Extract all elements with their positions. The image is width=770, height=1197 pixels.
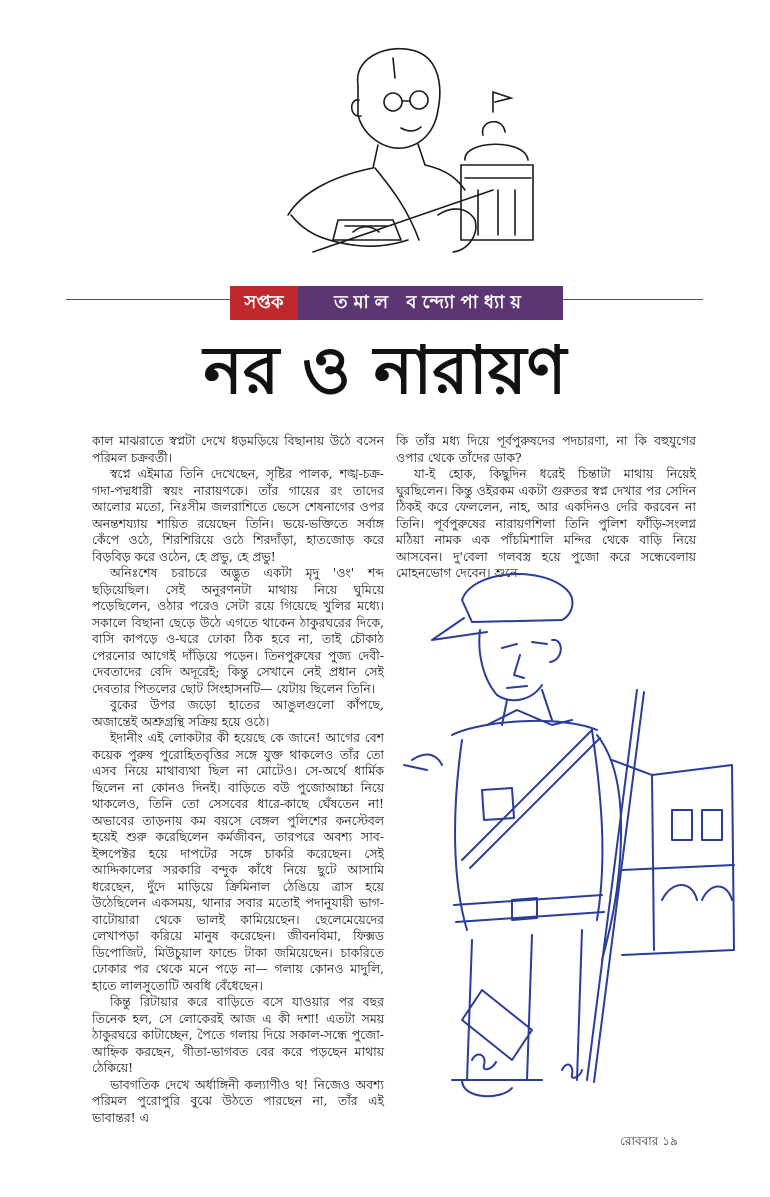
paragraph: ভাবগতিক দেখে অর্ধাঙ্গিনী কল্যাণীও থ! নিজেও অবশ্য পরিমল পুরোপুরি বুঝে উঠতে পারছেন না, তাঁর এই ভাবান্তর! এ (92, 1076, 384, 1125)
byline-banner (230, 286, 563, 320)
priest-temple-illustration (243, 40, 555, 278)
paragraph: যা-ই হোক, কিছুদিন ধরেই চিন্তাটা মাথায় নিয়েই ঘুরছিলেন। কিন্তু ওইরকম একটা গুরুতর স্বপ্ন দেখার পর সেদিন ঠিকই করে ফেললেন, নাহ, আর একদিনও দেরি করবেন না তিনি। পূর্বপুরুষের নারায়ণশিলা তিনি পুলিশ ফাঁড়ি-সংলগ্ন মঠিয়া নামক এক পাঁচমিশালি মন্দির থেকে বাড়ি নিয়ে আসবেন। দু'বেলা গলবস্ত্র হয়ে পুজো করে সন্ধেবেলায় মোহনভোগ দেবেন। শুনে (396, 466, 696, 580)
paragraph: অনিঃশেষ চরাচরে অদ্ভুত একটা মৃদু 'ওং' শব্দ ছড়িয়েছিল। সেই অনুরণনটা মাথায় নিয়ে ঘুমিয়ে পড়েছিলেন, ওঠার পরেও সেটা রয়ে গিয়েছে খুলির মধ্যে। সকালে বিছানা ছেড়ে উঠে এগতে থাকেন ঠাকুরঘরের দিকে, বাসি কাপড়ে ও-ঘরে ঢোকা ঠিক হবে না, তাই চৌকাঠ পেরনোর আগেই দাঁড়িয়ে পড়েন। তিনপুরুষের পুজ্য দেবী-দেবতাদের বেদি অদূরেই; কিন্তু সেখানে নেই প্রধান সেই দেবতার পিতলের ছোট সিংহাসনটি— যেটায় ছিলেন তিনি। (92, 565, 384, 696)
page-footer: রোববার ১৯ (620, 1134, 678, 1148)
series-label: সপ্তক (230, 286, 298, 320)
divider-right (563, 299, 703, 300)
author-name: তমাল বন্দ্যোপাধ্যায় (298, 286, 563, 320)
paragraph: কি তাঁর মধ্য দিয়ে পূর্বপুরুষদের পদচারণা, না কি বহুযুগের ওপার থেকে তাঁদের ডাক? (396, 433, 696, 465)
policeman-illustration (392, 560, 742, 1120)
article-column-1 (92, 433, 384, 1126)
paragraph: ইদানীং এই লোকটার কী হয়েছে কে জানে! আগের বেশ কয়েক পুরুষ পুরোহিতবৃত্তির সঙ্গে যুক্ত থাকলেও তাঁর তো এসব নিয়ে মাথাব্যথা ছিল না মোটেও। সে-অর্থে ধার্মিক ছিলেন না কোনও দিনই। বাড়িতে বউ পুজোআচ্চা নিয়ে থাকলেও, তিনি তো সেসবের ধারে-কাছে ঘেঁষতেন না! অভাবের তাড়নায় কম বয়সে বেঙ্গল পুলিশের কনস্টেবল হয়েই শুরু করেছিলেন কর্মজীবন, তারপরে অবশ্য সাব-ইন্সপেক্টর হয়ে দাপটের সঙ্গে চাকরি করেছেন। সেই আদ্দিকালের সরকারি বন্দুক কাঁধে নিয়ে ছুটে আসামি ধরেছেন, দুঁদে মাড়িয়ে ক্রিমিনাল ঠেঙিয়ে ত্রাস হয়ে উঠেছিলেন একসময়, থানার সবার মতোই পদানুযায়ী ভাগ-বাটোয়ারা থেকে ভালই কামিয়েছেন। ছেলেমেয়েদের লেখাপড়া করিয়ে মানুষ করেছেন। জীবনবিমা, ফিক্সড ডিপোজিট, মিউচুয়াল ফান্ডে টাকা জমিয়েছেন। চাকরিতে ঢোকার পর থেকে মনে পড়ে না— গলায় কোনও মাদুলি, হাতে লালসুতোটি অবধি বেঁধেছেন। (92, 730, 384, 993)
paragraph: কিন্তু রিটায়ার করে বাড়িতে বসে যাওয়ার পর বছর তিনেক হল, সে লোকেরই আজ এ কী দশা! এতটা সময় ঠাকুরঘরে কাটাচ্ছেন, পৈতে গলায় দিয়ে সকাল-সন্ধে পুজো-আহ্নিক করছেন, গীতা-ভাগবত বের করে পড়ছেন মাথায় ঠেকিয়ে! (92, 994, 384, 1075)
divider-left (66, 299, 230, 300)
paragraph: কাল মাঝরাতে স্বপ্নটা দেখে ধড়মড়িয়ে বিছানায় উঠে বসেন পরিমল চক্রবর্তী। (92, 433, 384, 465)
story-title: নর ও নারায়ণ (203, 331, 567, 409)
paragraph: স্বপ্নে এইমাত্র তিনি দেখেছেন, সৃষ্টির পালক, শঙ্খ-চক্র-গদা-পদ্মধারী স্বয়ং নারায়ণকে। তাঁর গায়ের রং তাদের আলোর মতো, নিঃসীম জলরাশিতে ভেসে শেষনাগের ওপর অনন্তশয্যায় শায়িত রয়েছেন তিনি। ভয়ে-ভক্তিতে সর্বাঙ্গ কেঁপে ওঠে, শিরশিরিয়ে ওঠে শিরদাঁড়া, হাতজোড় করে বিড়বিড় করে ওঠেন, হে প্রভু, হে প্রভু! (92, 466, 384, 564)
paragraph: বুকের উপর জড়ো হাতের আঙুলগুলো কাঁপছে, অজান্তেই অশ্রুগ্রন্থি সক্রিয় হয়ে ওঠে। (92, 697, 384, 729)
